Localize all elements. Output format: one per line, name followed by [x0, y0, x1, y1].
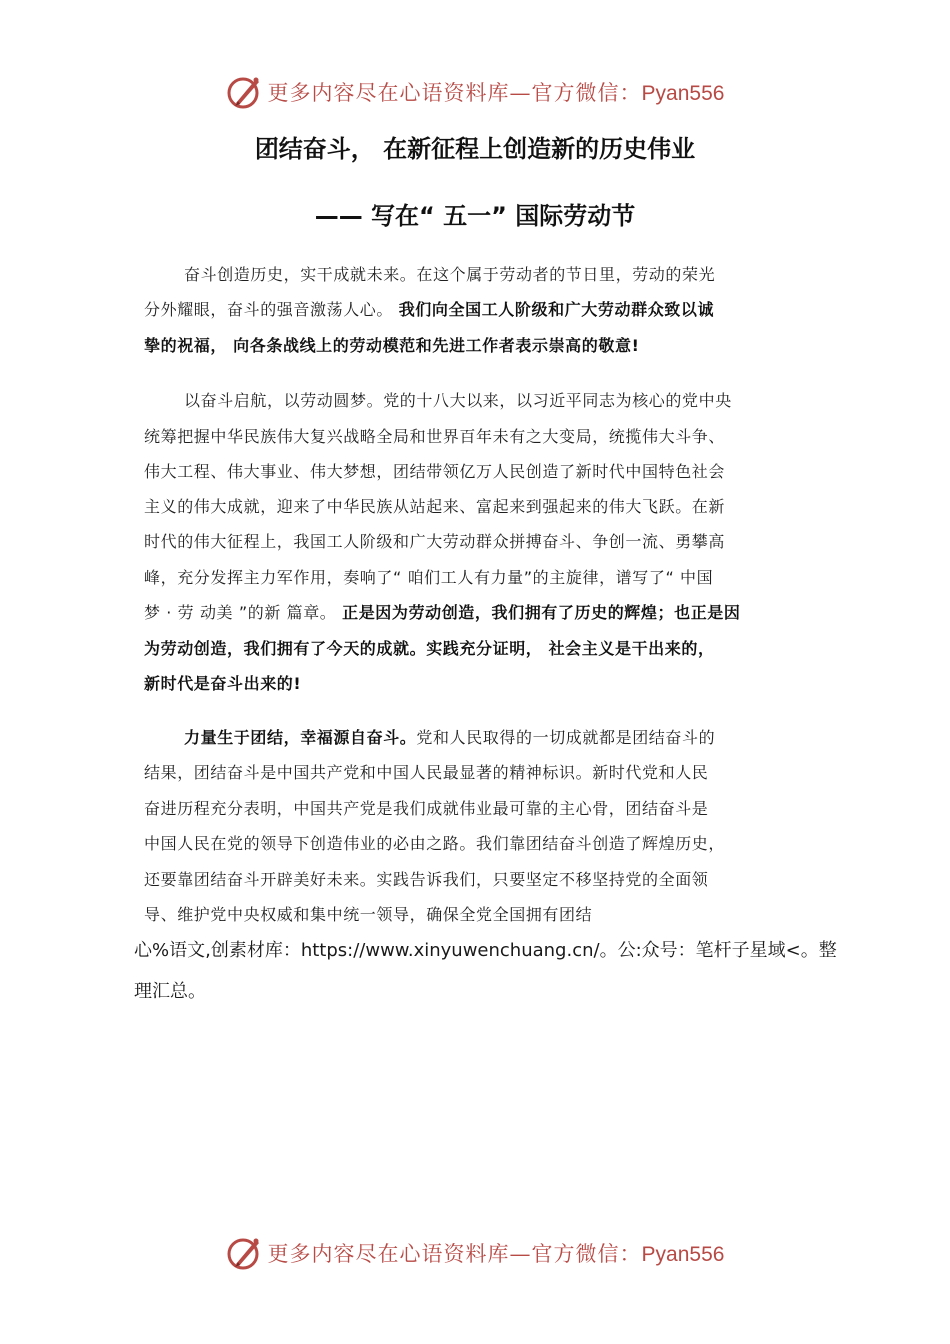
document-subtitle: —— 写在“ 五一” 国际劳动节 — [314, 202, 636, 230]
paragraph-3-bold-lead: 力量生于团结，幸福源自奋斗。 — [184, 728, 417, 747]
footer-banner — [0, 1233, 950, 1273]
header-banner — [0, 72, 950, 112]
header-wechat-id: Pyan556 — [641, 82, 725, 105]
paragraph-1-line-3: 挚的祝福， 向各条战线上的劳动模范和先进工作者表示崇高的敬意! — [144, 336, 640, 355]
source-note-line-2: 理汇总。 — [134, 981, 206, 1002]
paragraph-2-line-2: 统筹把握中华民族伟大复兴战略全局和世界百年未有之大变局，统揽伟大斗争、 — [144, 427, 726, 446]
pen-logo-icon — [226, 73, 264, 111]
paragraph-2-line-9: 新时代是奋斗出来的! — [144, 674, 302, 693]
paragraph-2-line-8: 为劳动创造，我们拥有了今天的成就。实践充分证明， 社会主义是干出来的， — [144, 639, 715, 658]
source-note-line-1: 心%语文,创素材库：https://www.xinyuwenchuang.cn/。公:众号：笔杆子星域<。整 — [134, 940, 837, 961]
document-title: 团结奋斗， 在新征程上创造新的历史伟业 — [254, 135, 696, 163]
footer-wechat-id: Pyan556 — [641, 1243, 725, 1266]
paragraph-3-line-4: 中国人民在党的领导下创造伟业的必由之路。我们靠团结奋斗创造了辉煌历史， — [144, 834, 726, 853]
paragraph-3-line-3: 奋进历程充分表明，中国共产党是我们成就伟业最可靠的主心骨，团结奋斗是 — [144, 799, 709, 818]
paragraph-3-line-5: 还要靠团结奋斗开辟美好未来。实践告诉我们，只要坚定不移坚持党的全面领 — [144, 870, 709, 889]
paragraph-2-line-4: 主义的伟大成就，迎来了中华民族从站起来、富起来到强起来的伟大飞跃。在新 — [144, 497, 726, 516]
pen-logo-icon — [226, 1234, 264, 1272]
footer-banner-text: 更多内容尽在心语资料库—官方微信：Pyan556 — [267, 1242, 725, 1266]
paragraph-3-line-2: 结果，团结奋斗是中国共产党和中国人民最显著的精神标识。新时代党和人民 — [144, 763, 709, 782]
paragraph-1-line-1: 奋斗创造历史，实干成就未来。在这个属于劳动者的节日里，劳动的荣光 — [184, 265, 716, 284]
paragraph-2-line-3: 伟大工程、伟大事业、伟大梦想，团结带领亿万人民创造了新时代中国特色社会 — [144, 462, 726, 481]
header-banner-text: 更多内容尽在心语资料库—官方微信：Pyan556 — [267, 81, 725, 105]
paragraph-2-line-1: 以奋斗启航，以劳动圆梦。党的十八大以来，以习近平同志为核心的党中央 — [184, 391, 732, 410]
paragraph-1-line-2: 分外耀眼，奋斗的强音激荡人心。 我们向全国工人阶级和广大劳动群众致以诚 — [144, 300, 715, 319]
paragraph-2-bold-1: 正是因为劳动创造，我们拥有了历史的辉煌；也正是因 — [342, 603, 741, 622]
paragraph-1-bold-1: 我们向全国工人阶级和广大劳动群众致以诚 — [398, 300, 715, 319]
paragraph-2-line-5: 时代的伟大征程上，我国工人阶级和广大劳动群众拼搏奋斗、争创一流、勇攀高 — [144, 532, 726, 551]
paragraph-2-line-7: 梦 · 劳 动美 ”的新 篇章。 正是因为劳动创造，我们拥有了历史的辉煌；也正是因 — [144, 603, 741, 622]
paragraph-2-line-6: 峰，充分发挥主力军作用，奏响了“ 咱们工人有力量”的主旋律，谱写了“ 中国 — [144, 568, 714, 587]
paragraph-3-line-1: 力量生于团结，幸福源自奋斗。党和人民取得的一切成就都是团结奋斗的 — [184, 728, 716, 747]
paragraph-3-line-6: 导、维护党中央权威和集中统一领导，确保全党全国拥有团结 — [144, 905, 593, 924]
